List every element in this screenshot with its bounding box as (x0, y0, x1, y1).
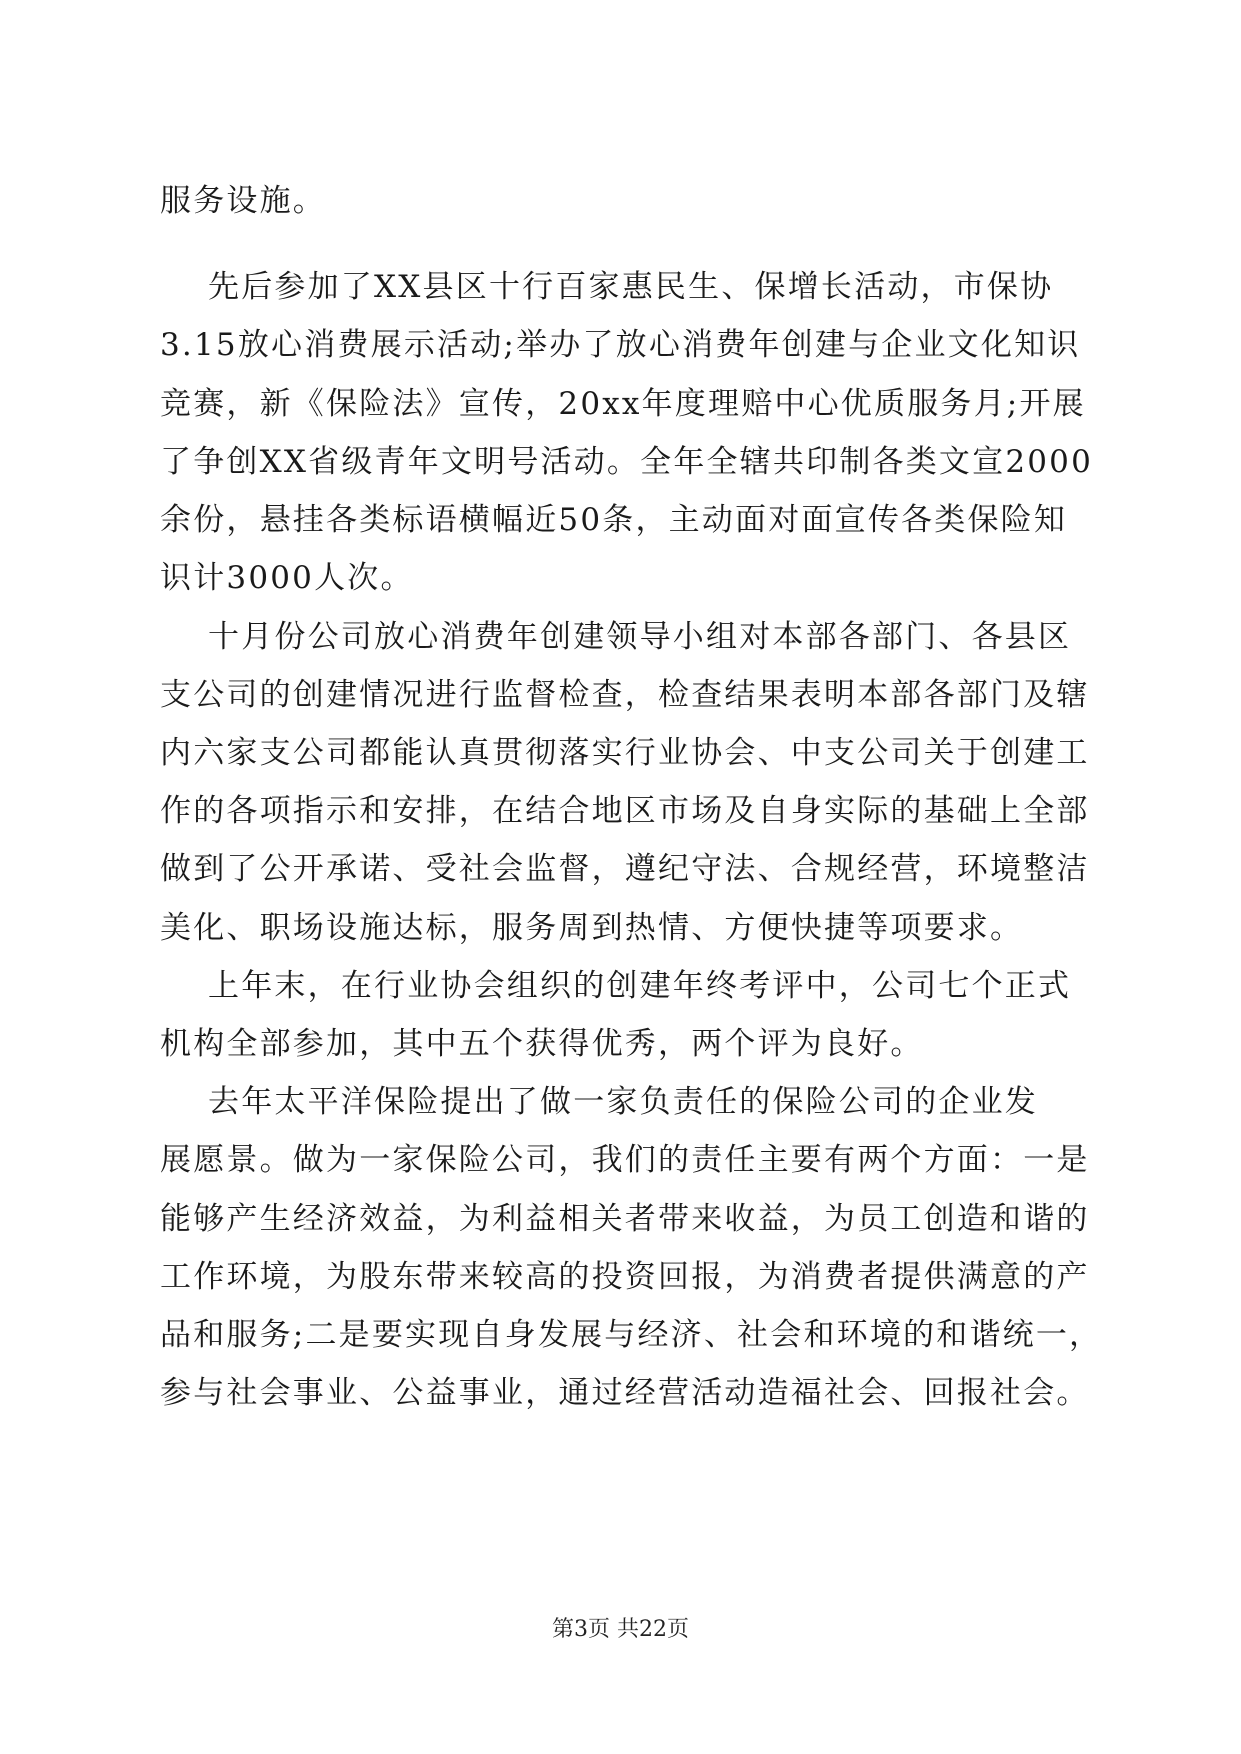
page-footer: 第3页 共22页 (552, 1617, 689, 1642)
text-line: 余份，悬挂各类标语横幅近50条，主动面对面宣传各类保险知 (160, 502, 1068, 538)
text-line: 支公司的创建情况进行监督检查，检查结果表明本部各部门及辖 (160, 677, 1090, 713)
paragraph-first-line: 去年太平洋保险提出了做一家负责任的保险公司的企业发 (208, 1084, 1038, 1120)
text-line: 参与社会事业、公益事业，通过经营活动造福社会、回报社会。 (160, 1375, 1090, 1411)
paragraph-first-line: 上年末，在行业协会组织的创建年终考评中，公司七个正式 (208, 968, 1072, 1004)
text-line: 工作环境，为股东带来较高的投资回报，为消费者提供满意的产 (160, 1259, 1090, 1295)
text-line: 竞赛，新《保险法》宣传，20xx年度理赔中心优质服务月;开展 (160, 386, 1086, 422)
text-line: 机构全部参加，其中五个获得优秀，两个评为良好。 (160, 1026, 924, 1062)
text-line: 服务设施。 (160, 183, 326, 219)
text-line: 内六家支公司都能认真贯彻落实行业协会、中支公司关于创建工 (160, 735, 1090, 771)
text-line: 做到了公开承诺、受社会监督，遵纪守法、合规经营，环境整洁 (160, 851, 1090, 887)
text-line: 能够产生经济效益，为利益相关者带来收益，为员工创造和谐的 (160, 1201, 1090, 1237)
text-line: 3.15放心消费展示活动;举办了放心消费年创建与企业文化知识 (160, 327, 1081, 363)
text-line: 了争创XX省级青年文明号活动。全年全辖共印制各类文宣2000 (160, 444, 1094, 480)
text-line: 美化、职场设施达标，服务周到热情、方便快捷等项要求。 (160, 910, 1024, 946)
text-line: 作的各项指示和安排，在结合地区市场及自身实际的基础上全部 (160, 793, 1090, 829)
paragraph-first-line: 先后参加了XX县区十行百家惠民生、保增长活动，市保协 (208, 269, 1054, 305)
text-line: 识计3000人次。 (160, 560, 414, 596)
text-line: 展愿景。做为一家保险公司，我们的责任主要有两个方面：一是 (160, 1142, 1090, 1178)
text-line: 品和服务;二是要实现自身发展与经济、社会和环境的和谐统一， (160, 1317, 1103, 1353)
paragraph-first-line: 十月份公司放心消费年创建领导小组对本部各部门、各县区 (208, 619, 1072, 655)
